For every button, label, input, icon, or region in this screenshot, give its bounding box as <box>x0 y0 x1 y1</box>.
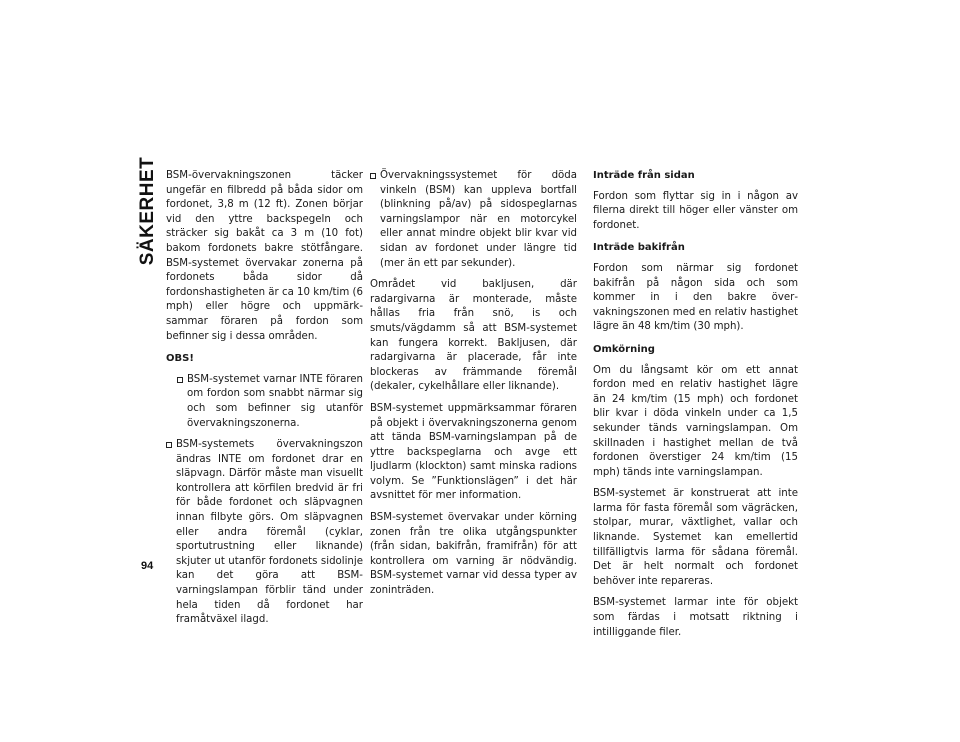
bullet-box-icon <box>370 173 376 179</box>
paragraph: BSM-systemet övervakar under körning zonen från tre olika utgångspunkter (från sidan, bakifrån, framifrån) för att kontrollera om varning är nödvändig. BSM-systemet varnar vid dessa typer av zoninträden. <box>370 512 577 597</box>
text-column-3 <box>593 169 798 647</box>
section-tab <box>136 156 160 266</box>
paragraph: BSM-systemet larmar inte för objekt som färdas i motsatt riktning i intilliggande filer. <box>593 597 798 638</box>
section-heading: Inträde bakifrån <box>593 242 685 254</box>
bullet-box-icon <box>166 442 172 448</box>
page-number: 94 <box>141 560 154 572</box>
bullet-text: Övervakningssystemet för döda vinkeln (BSM) kan uppleva bortfall (blinkning på/av) på sidospeglarnas varningslampor när en motorcykel eller annat mindre objekt blir kvar vid sidan av fordonet under längre tid (mer än ett par sekunder). <box>380 170 577 269</box>
bullet-text: BSM-systemets övervakningszon ändras INTE om fordonet drar en släpvagn. Därför måste man visuellt kontrollera att körfilen bredvid är fri för både fordonet och släpvagnen innan filbyte görs. Om släpvagnen eller andra föremål (cyklar, sportutrustning eller liknande) skjuter ut utanför fordonets sidolinje kan det göra att BSM-varningslampan förblir tänd under hela tiden då fordonet har framåtväxel ilagd. <box>176 439 363 626</box>
obs-heading: OBS! <box>166 353 194 365</box>
bullet-box-icon <box>177 377 183 383</box>
section-heading: Inträde från sidan <box>593 170 695 181</box>
bullet-text: BSM-systemet varnar INTE föraren om fordon som snabbt närmar sig och som befinner sig utanför övervakningszonerna. <box>187 373 363 429</box>
text-column-2 <box>370 169 577 606</box>
paragraph: Fordon som närmar sig fordonet bakifrån på någon sida och som kommer in i den bakre övervakningszonen med en relativ hastighet lägre än 48 km/tim (30 mph). <box>593 262 798 333</box>
paragraph: BSM-systemet uppmärksammar föraren på objekt i övervakningszonerna genom att tända BSM-varningslampan på de yttre backspeglarna och avge ett ljudlarm (klockton) samt minska radions volym. Se ”Funktionslägen” i det här avsnittet för mer information. <box>370 402 577 502</box>
text-column-1 <box>166 169 363 635</box>
intro-paragraph: BSM-övervakningszonen täcker ungefär en filbredd på båda sidor om fordonet, 3,8 m (12 ft). Zonen börjar vid den yttre backspegeln och sträcker sig bakåt ca 3 m (10 fot) bakom fordonets bakre stötfångare. BSM-systemet övervakar zonerna på fordonets båda sidor då fordonshastigheten är ca 10 km/tim (6 mph) eller högre och uppmärksammar föraren på fordon som befinner sig i dessa områden. <box>166 170 363 342</box>
section-tab-label: SÄKERHET <box>137 156 158 266</box>
section-heading: Omkörning <box>593 343 655 355</box>
paragraph: BSM-systemet är konstruerat att inte larma för fasta föremål som vägräcken, stolpar, murar, växtlighet, vallar och liknande. Systemet kan emellertid tillfälligtvis larma för sådana föremål. Det är helt normalt och fordonet behöver inte repareras. <box>593 488 798 587</box>
paragraph: Fordon som flyttar sig in i någon av filerna direkt till höger eller vänster om fordonet. <box>593 190 798 231</box>
bullet-item <box>370 169 577 271</box>
paragraph: Om du långsamt kör om ett annat fordon med en relativ hastighet lägre än 24 km/tim (15 mph) och fordonet blir kvar i döda vinkeln under ca 1,5 sekunder tänds varningslampan. Om skillnaden i hastighet mellan de två fordonen överstiger 24 km/tim (15 mph) tänds inte varningslampan. <box>593 364 798 478</box>
bullet-item <box>177 373 363 431</box>
paragraph: Området vid bakljusen, där radargivarna är monterade, måste hållas fria från snö, is och smuts/vägdamm så att BSM-systemet kan fungera korrekt. Bakljusen, där radargivarna är placerade, får inte blockeras av främmande föremål (dekaler, cykelhållare eller liknande). <box>370 279 577 393</box>
bullet-item <box>166 438 363 628</box>
